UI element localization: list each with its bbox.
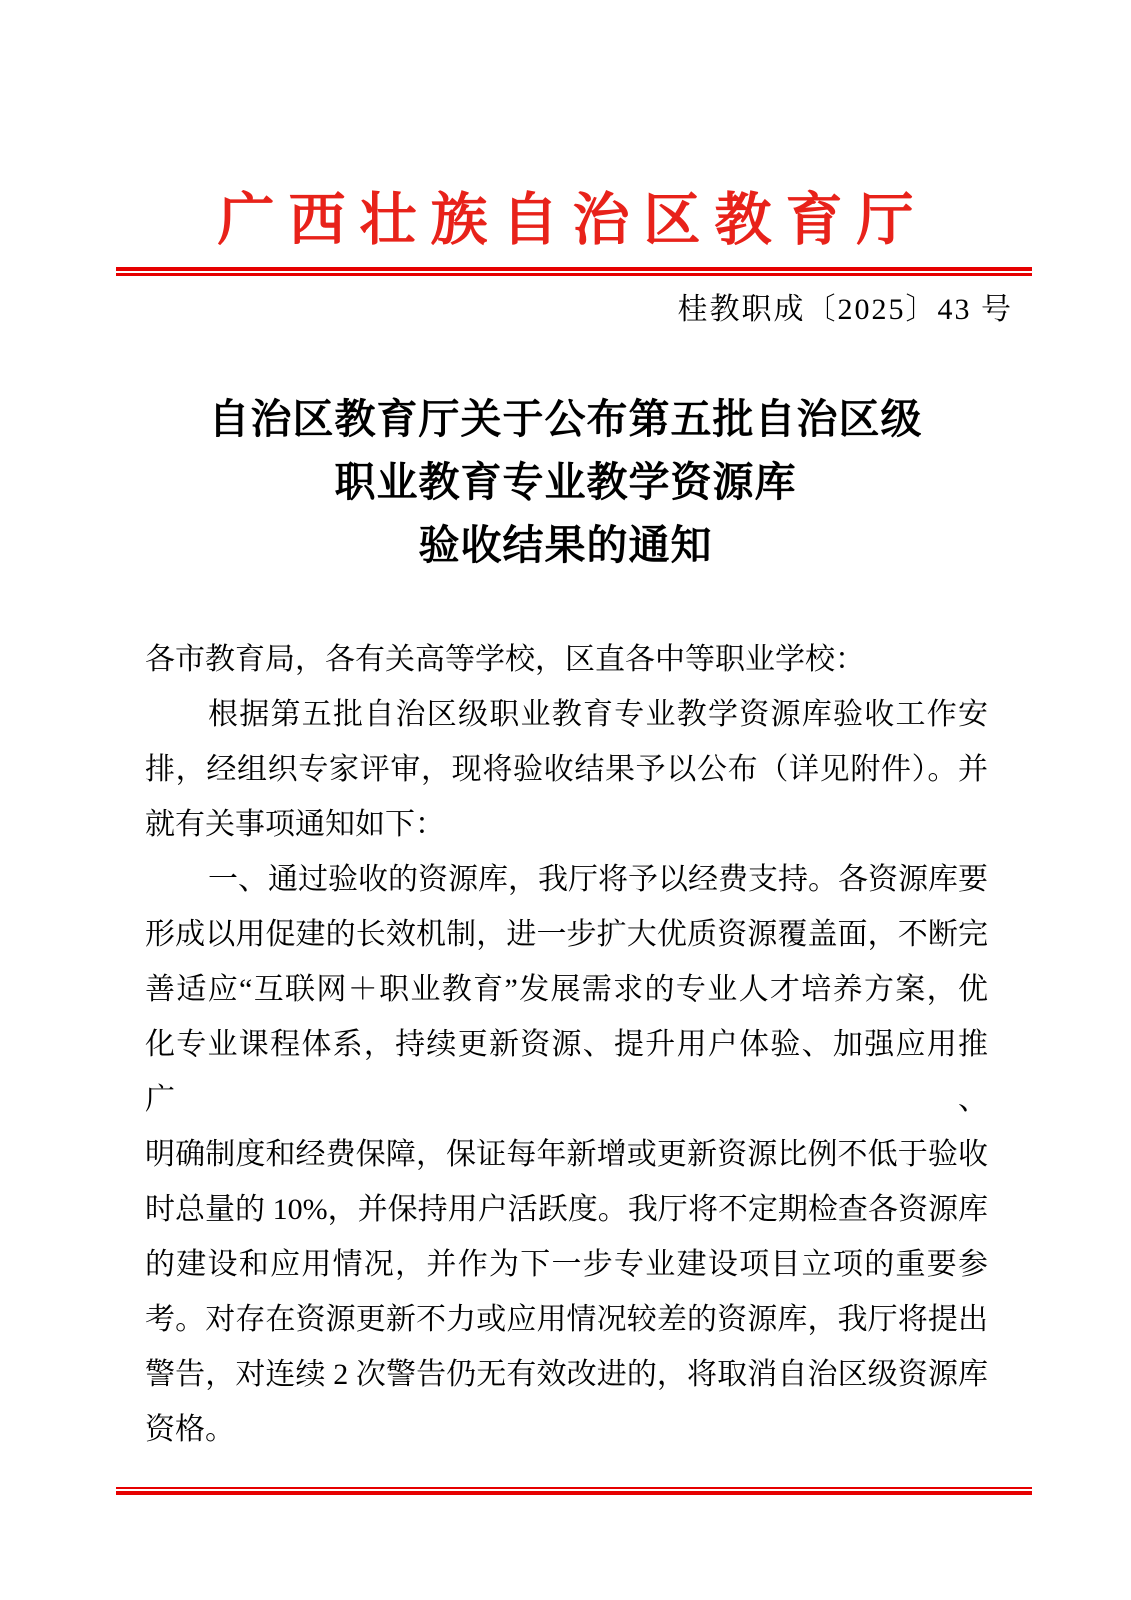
body-line: 化专业课程体系，持续更新资源、提升用户体验、加强应用推广、 (145, 1028, 988, 1116)
body-line: 考。对存在资源更新不力或应用情况较差的资源库，我厅将提出 (145, 1303, 988, 1336)
body-line: 的建设和应用情况，并作为下一步专业建设项目立项的重要参 (145, 1248, 988, 1281)
body-line: 善适应“互联网＋职业教育”发展需求的专业人才培养方案，优 (145, 973, 988, 1006)
body-line: 排，经组织专家评审，现将验收结果予以公布（详见附件）。并 (145, 753, 988, 786)
body-line: 警告，对连续 2 次警告仍无有效改进的，将取消自治区级资源库 (145, 1358, 988, 1391)
body-text (145, 632, 988, 1457)
header-separator-thin-rule (116, 273, 1032, 276)
doc-number: 桂教职成〔2025〕43 号 (677, 293, 1013, 326)
title-line-2: 职业教育专业教学资源库 (334, 459, 797, 505)
footer-separator-thick-rule (116, 1491, 1032, 1495)
body-line: 一、通过验收的资源库，我厅将予以经费支持。各资源库要 (208, 863, 988, 896)
body-line: 时总量的 10%，并保持用户活跃度。我厅将不定期检查各资源库 (145, 1193, 988, 1226)
body-line: 明确制度和经费保障，保证每年新增或更新资源比例不低于验收 (145, 1138, 988, 1171)
body-line: 根据第五批自治区级职业教育专业教学资源库验收工作安 (208, 698, 988, 731)
body-line: 就有关事项通知如下： (145, 808, 445, 841)
body-line: 各市教育局，各有关高等学校，区直各中等职业学校： (145, 643, 865, 676)
body-line: 资格。 (145, 1413, 235, 1446)
document-title (0, 388, 1131, 577)
header-separator (116, 267, 1032, 276)
title-line-1: 自治区教育厅关于公布第五批自治区级 (208, 396, 923, 442)
footer-separator (116, 1487, 1032, 1495)
agency-name: 广西壮族自治区教育厅 (217, 189, 928, 252)
body-line: 形成以用促建的长效机制，进一步扩大优质资源覆盖面，不断完 (145, 918, 988, 951)
title-line-3: 验收结果的通知 (418, 522, 713, 568)
